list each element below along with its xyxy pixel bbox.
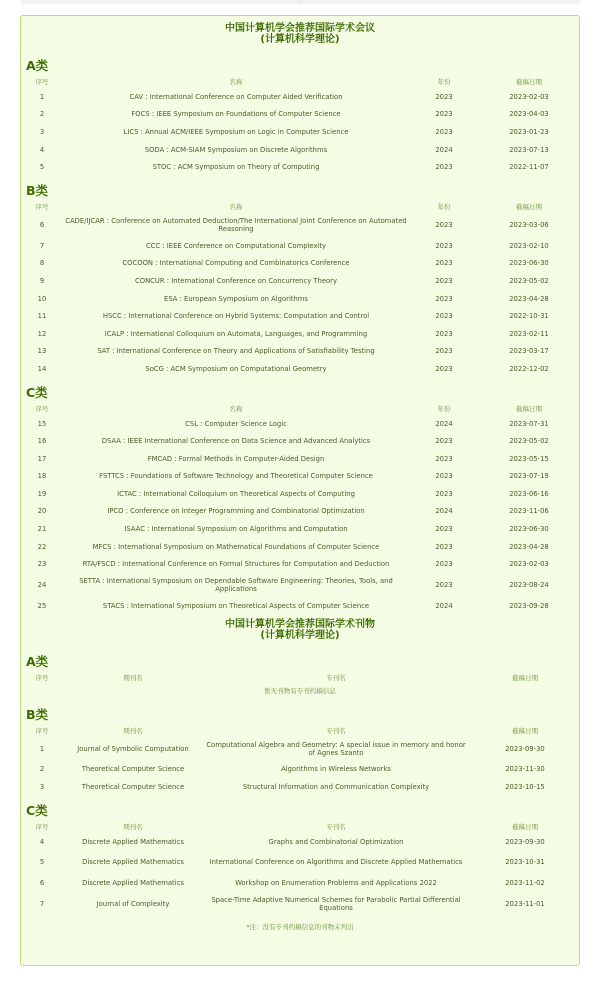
- cell-no: 19: [37, 489, 47, 498]
- conference-table: [21, 75, 579, 176]
- cell-no: 6: [39, 879, 45, 888]
- table-row: [21, 272, 579, 290]
- table-header-row: [21, 724, 581, 737]
- cell-name: CADE/IJCAR : Conference on Automated Deduction/The International Joint Conference on Automated Reasoning: [65, 216, 407, 233]
- cell-name: MFCS : International Symposium on Mathematical Foundations of Computer Science: [92, 542, 380, 551]
- cell-deadline: 2023-11-01: [505, 900, 545, 909]
- table-row: [21, 597, 579, 615]
- cell-year: 2023: [435, 472, 453, 481]
- cell-year: 2023: [435, 92, 453, 101]
- cell-deadline: 2023-11-02: [505, 879, 545, 888]
- cell-year: 2023: [435, 241, 453, 250]
- cell-deadline: 2022-12-02: [509, 364, 549, 373]
- cell-name: FSTTCS : Foundations of Software Technology and Theoretical Computer Science: [99, 472, 373, 481]
- cell-no: 8: [39, 259, 45, 268]
- conference-subtitle: (计算机科学理论): [260, 34, 340, 45]
- cell-year: 2024: [435, 601, 453, 610]
- table-row: [21, 555, 579, 573]
- header-deadline: 截稿日期: [516, 202, 542, 211]
- cell-no: 4: [39, 837, 45, 846]
- table-row: [21, 737, 581, 761]
- cell-deadline: 2023-11-30: [505, 765, 545, 774]
- header-no: 序号: [35, 822, 49, 831]
- table-header-row: [21, 402, 579, 415]
- table-row: [21, 432, 579, 450]
- cell-special-issue: Workshop on Enumeration Problems and Applications 2022: [235, 879, 437, 888]
- journal-table: [21, 820, 581, 916]
- table-row: [21, 106, 579, 124]
- cell-no: 12: [37, 329, 47, 338]
- conference-category-heading: C类: [26, 384, 48, 400]
- cell-name: HSCC : International Conference on Hybrid Systems: Computation and Control: [102, 312, 370, 321]
- table-row: [21, 538, 579, 556]
- header-journal: 期刊名: [123, 726, 143, 735]
- cell-deadline: 2023-04-28: [509, 294, 549, 303]
- cell-name: IPCO : Conference on Integer Programming and Combinatorial Optimization: [107, 507, 365, 516]
- cell-deadline: 2023-07-31: [509, 419, 549, 428]
- top-tab-left[interactable]: [21, 0, 300, 4]
- empty-message: 暂无刊物有专刊约稿信息: [264, 686, 336, 695]
- header-deadline: 截稿日期: [512, 673, 538, 682]
- cell-no: 10: [37, 294, 47, 303]
- table-row: [21, 343, 579, 361]
- cell-no: 24: [37, 581, 47, 590]
- cell-deadline: 2023-10-31: [505, 858, 545, 867]
- conference-category-heading: B类: [26, 182, 49, 198]
- table-row: [21, 237, 579, 255]
- table-row: [21, 255, 579, 273]
- cell-name: STOC : ACM Symposium on Theory of Computing: [152, 163, 320, 172]
- table-row: [21, 290, 579, 308]
- cell-year: 2023: [435, 163, 453, 172]
- cell-no: 3: [39, 783, 45, 792]
- header-special-issue: 专刊名: [326, 822, 346, 831]
- header-journal: 期刊名: [123, 822, 143, 831]
- cell-deadline: 2023-06-16: [509, 489, 549, 498]
- cell-special-issue: Graphs and Combinatorial Optimization: [268, 837, 404, 846]
- cell-year: 2023: [435, 489, 453, 498]
- cell-journal: Discrete Applied Mathematics: [82, 879, 184, 888]
- cell-deadline: 2023-05-02: [509, 276, 549, 285]
- cell-no: 7: [39, 900, 45, 909]
- table-row: [21, 778, 581, 796]
- header-no: 序号: [35, 202, 49, 211]
- cell-year: 2023: [435, 110, 453, 119]
- table-header-row: [21, 75, 579, 88]
- cell-name: CCC : IEEE Conference on Computational Complexity: [145, 241, 327, 250]
- cell-no: 9: [39, 276, 45, 285]
- cell-year: 2024: [435, 419, 453, 428]
- cell-year: 2023: [435, 127, 453, 136]
- cell-name: STACS : International Symposium on Theoretical Aspects of Computer Science: [102, 601, 370, 610]
- cell-deadline: 2023-02-03: [509, 560, 549, 569]
- cell-special-issue: Algorithms in Wireless Networks: [281, 765, 391, 774]
- cell-deadline: 2023-02-11: [509, 329, 549, 338]
- table-row: [21, 360, 579, 378]
- table-row: [21, 307, 579, 325]
- cell-name: ICALP : International Colloquium on Automata, Languages, and Programming: [104, 329, 368, 338]
- cell-name: CSL : Computer Science Logic: [185, 419, 287, 428]
- cell-name: ICTAC : International Colloquium on Theoretical Aspects of Computing: [117, 489, 355, 498]
- cell-year: 2023: [435, 294, 453, 303]
- cell-no: 5: [39, 163, 45, 172]
- header-name: 名称: [229, 404, 243, 413]
- conference-sections: [21, 57, 579, 615]
- cell-year: 2023: [435, 437, 453, 446]
- cell-name: SoCG : ACM Symposium on Computational Geometry: [145, 364, 327, 373]
- cell-deadline: 2023-09-30: [505, 837, 545, 846]
- journal-category-heading: B类: [26, 706, 49, 722]
- cell-name: COCOON : International Computing and Combinatorics Conference: [122, 259, 350, 268]
- cell-journal: Theoretical Computer Science: [81, 765, 185, 774]
- top-tab-right[interactable]: [300, 0, 580, 4]
- cell-no: 3: [39, 127, 45, 136]
- cell-name: CAV : International Conference on Computer Aided Verification: [129, 92, 343, 101]
- header-no: 序号: [35, 78, 49, 86]
- cell-special-issue: Computational Algebra and Geometry: A special issue in memory and honor of Agnes Szanto: [206, 740, 466, 757]
- table-row: [21, 325, 579, 343]
- cell-year: 2023: [435, 581, 453, 590]
- cell-no: 21: [37, 525, 47, 534]
- top-tab-bar: [21, 0, 580, 4]
- cell-name: FMCAD : Formal Methods in Computer-Aided Design: [147, 454, 325, 463]
- cell-no: 7: [39, 241, 45, 250]
- cell-name: ISAAC : International Symposium on Algorithms and Computation: [124, 525, 348, 534]
- footnote: *注：没有专刊约稿信息的刊物未列出: [246, 923, 354, 932]
- header-year: 年份: [437, 404, 451, 413]
- cell-year: 2023: [435, 259, 453, 268]
- table-row: [21, 88, 579, 106]
- cell-no: 6: [39, 220, 45, 229]
- header-no: 序号: [35, 404, 49, 413]
- cell-no: 14: [37, 364, 47, 373]
- cell-deadline: 2023-06-30: [509, 525, 549, 534]
- cell-year: 2024: [435, 145, 453, 154]
- header-deadline: 截稿日期: [512, 822, 538, 831]
- cell-no: 2: [39, 110, 45, 119]
- cell-no: 16: [37, 437, 47, 446]
- cell-name: DSAA : IEEE International Conference on Data Science and Advanced Analytics: [101, 437, 371, 446]
- header-year: 年份: [437, 202, 451, 211]
- header-deadline: 截稿日期: [512, 726, 538, 735]
- cell-deadline: 2023-02-10: [509, 241, 549, 250]
- cell-year: 2023: [435, 347, 453, 356]
- cell-deadline: 2023-03-06: [509, 220, 549, 229]
- table-row: [21, 158, 579, 176]
- cell-deadline: 2023-10-15: [505, 783, 545, 792]
- table-header-row: [21, 820, 581, 833]
- table-row: [21, 520, 579, 538]
- table-row: [21, 573, 579, 597]
- cell-no: 5: [39, 858, 45, 867]
- cell-journal: Discrete Applied Mathematics: [82, 858, 184, 867]
- cell-year: 2023: [435, 542, 453, 551]
- cell-deadline: 2023-03-17: [509, 347, 549, 356]
- journal-category-heading: A类: [26, 653, 49, 669]
- cell-name: SETTA : International Symposium on Dependable Software Engineering: Theories, Tools, and Applications: [79, 577, 393, 594]
- header-no: 序号: [35, 726, 49, 735]
- conference-table: [21, 402, 579, 615]
- cell-deadline: 2023-07-13: [509, 145, 549, 154]
- journal-table: [21, 671, 581, 684]
- table-row: [21, 123, 579, 141]
- table-row: [21, 450, 579, 468]
- cell-year: 2023: [435, 329, 453, 338]
- cell-journal: Discrete Applied Mathematics: [82, 837, 184, 846]
- cell-no: 23: [37, 560, 47, 569]
- cell-journal: Journal of Complexity: [96, 900, 170, 909]
- cell-no: 18: [37, 472, 47, 481]
- cell-name: SAT : International Conference on Theory and Applications of Satisfiability Testing: [97, 347, 375, 356]
- cell-name: FOCS : IEEE Symposium on Foundations of Computer Science: [131, 110, 341, 119]
- cell-deadline: 2023-04-28: [509, 542, 549, 551]
- header-deadline: 截稿日期: [516, 78, 542, 86]
- cell-deadline: 2023-08-24: [509, 581, 549, 590]
- table-row: [21, 213, 579, 237]
- header-no: 序号: [35, 673, 49, 682]
- cell-deadline: 2023-07-19: [509, 472, 549, 481]
- cell-deadline: 2023-05-02: [509, 437, 549, 446]
- table-header-row: [21, 671, 581, 684]
- cell-no: 1: [39, 744, 45, 753]
- table-row: [21, 485, 579, 503]
- table-row: [21, 874, 581, 892]
- cell-year: 2023: [435, 525, 453, 534]
- journal-table: [21, 724, 581, 796]
- recommendation-panel: [20, 15, 580, 966]
- table-row: [21, 850, 581, 874]
- cell-name: RTA/FSCD : International Conference on Formal Structures for Computation and Deduction: [82, 560, 390, 569]
- header-deadline: 截稿日期: [516, 404, 542, 413]
- table-row: [21, 141, 579, 159]
- cell-year: 2023: [435, 312, 453, 321]
- cell-special-issue: Space-Time Adaptive Numerical Schemes for Parabolic Partial Differential Equations: [211, 896, 461, 913]
- cell-journal: Journal of Symbolic Computation: [77, 744, 189, 753]
- cell-special-issue: International Conference on Algorithms and Discrete Applied Mathematics: [209, 858, 463, 867]
- cell-no: 17: [37, 454, 47, 463]
- cell-no: 11: [37, 312, 47, 321]
- table-row: [21, 503, 579, 521]
- journal-title: 中国计算机学会推荐国际学术刊物: [225, 618, 375, 630]
- cell-deadline: 2022-11-07: [509, 163, 549, 172]
- cell-journal: Theoretical Computer Science: [81, 783, 185, 792]
- header-special-issue: 专刊名: [326, 726, 346, 735]
- cell-no: 1: [39, 92, 45, 101]
- header-journal: 期刊名: [123, 673, 143, 682]
- table-row: [21, 415, 579, 433]
- cell-no: 25: [37, 601, 47, 610]
- journal-sections: [21, 653, 579, 916]
- cell-deadline: 2023-11-06: [509, 507, 549, 516]
- header-name: 名称: [229, 202, 243, 211]
- table-row: [21, 892, 581, 916]
- cell-deadline: 2023-01-23: [509, 127, 549, 136]
- cell-name: CONCUR : International Conference on Concurrency Theory: [134, 276, 337, 285]
- cell-name: SODA : ACM-SIAM Symposium on Discrete Algorithms: [144, 145, 328, 154]
- table-row: [21, 468, 579, 486]
- header-special-issue: 专刊名: [326, 673, 346, 682]
- cell-name: LICS : Annual ACM/IEEE Symposium on Logic in Computer Science: [123, 127, 349, 136]
- cell-no: 15: [37, 419, 47, 428]
- cell-no: 20: [37, 507, 47, 516]
- cell-year: 2023: [435, 364, 453, 373]
- table-header-row: [21, 200, 579, 213]
- cell-deadline: 2023-09-28: [509, 601, 549, 610]
- cell-deadline: 2023-06-30: [509, 259, 549, 268]
- cell-no: 22: [37, 542, 47, 551]
- conference-category-heading: A类: [26, 58, 49, 73]
- cell-deadline: 2023-05-15: [509, 454, 549, 463]
- cell-no: 13: [37, 347, 47, 356]
- cell-name: ESA : European Symposium on Algorithms: [164, 294, 308, 303]
- cell-year: 2023: [435, 220, 453, 229]
- cell-year: 2024: [435, 507, 453, 516]
- cell-deadline: 2023-04-03: [509, 110, 549, 119]
- cell-year: 2023: [435, 560, 453, 569]
- cell-no: 2: [39, 765, 45, 774]
- table-row: [21, 761, 581, 779]
- conference-title: 中国计算机学会推荐国际学术会议: [225, 23, 375, 34]
- conference-table: [21, 200, 579, 378]
- journal-category-heading: C类: [26, 802, 48, 818]
- cell-deadline: 2022-10-31: [509, 312, 549, 321]
- cell-no: 4: [39, 145, 45, 154]
- cell-special-issue: Structural Information and Communication Complexity: [242, 783, 430, 792]
- table-row: [21, 833, 581, 851]
- cell-deadline: 2023-09-30: [505, 744, 545, 753]
- cell-year: 2023: [435, 454, 453, 463]
- header-name: 名称: [229, 78, 243, 86]
- cell-deadline: 2023-02-03: [509, 92, 549, 101]
- cell-year: 2023: [435, 276, 453, 285]
- header-year: 年份: [437, 78, 451, 86]
- journal-subtitle: (计算机科学理论): [260, 629, 340, 641]
